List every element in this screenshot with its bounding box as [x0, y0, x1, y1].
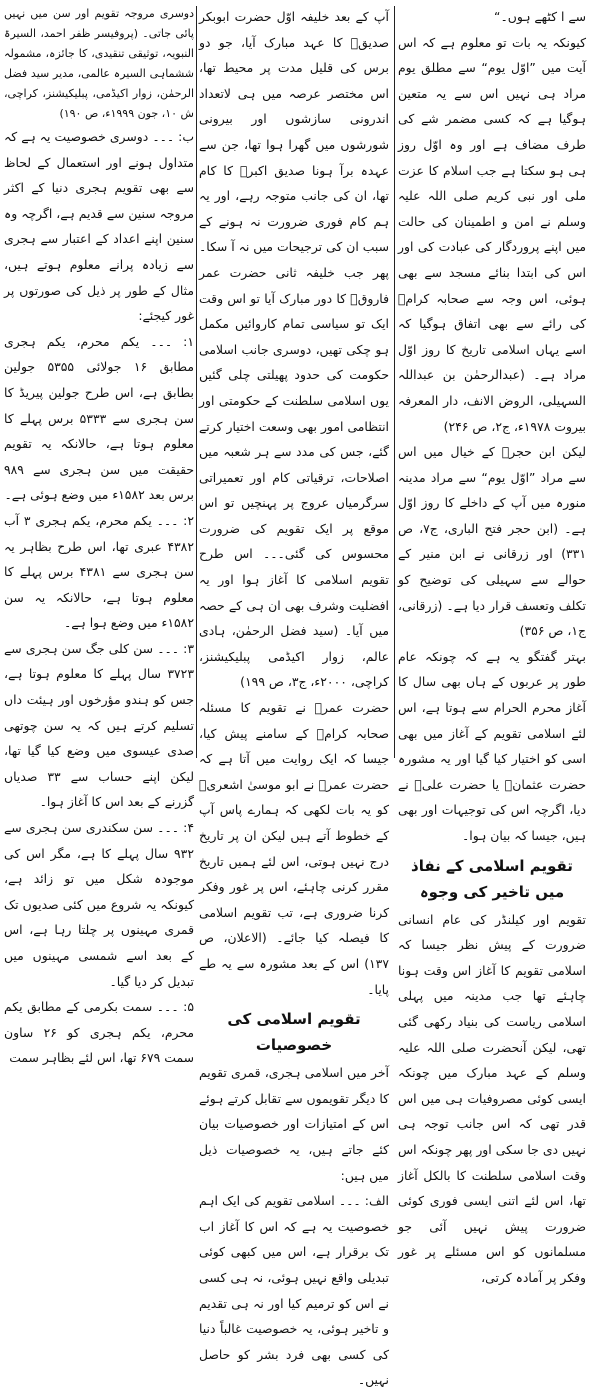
column-divider [196, 6, 197, 758]
paragraph: حضرت عمرؓ نے تقویم کا مسئلہ صحابہ کرامؓ کے سامنے پیش کیا، جیسا کہ ایک روایت میں آتا ہے کہ حضرت عمرؓ نے ابو موسیٰ اشعریؓ کو یہ بات لکھی کہ ہمارے پاس آپ کے خطوط آتے ہیں لیکن ان پر تاریخ درج نہیں ہوتی، اس لئے ہمیں تاریخ مقرر کرنی چاہئے، اس پر غور وفکر کرنا ضروری ہے، تب تقویم اسلامی کا فیصلہ کیا جائے۔ (الاعلان، ص ۱۳۷) اس کے بعد مشورہ سے یہ طے پایا۔ [199, 700, 389, 997]
paragraph: ب: ۔۔۔ دوسری خصوصیت یہ ہے کہ متداول ہونے اور استعمال کے لحاظ سے بھی تقویم ہجری دنیا کے اکثر مروجہ سنین سے قدیم ہے، اگرچہ وہ سنین اپنے اعداد کے اعتبار سے ہجری سے زیادہ پرانے معلوم ہوتے ہیں، مثال کے طور پر ذیل کی صورتوں پر غور کیجئے: [4, 129, 194, 324]
column-middle [199, 4, 389, 1388]
section-heading: تقویم اسلامی کی خصوصیات [227, 1010, 361, 1055]
paragraph: الف: ۔۔۔ اسلامی تقویم کی ایک اہم خصوصیت یہ ہے کہ اس کا آغاز اب تک برقرار ہے، اس میں کبھی کوئی تبدیلی واقع نہیں ہوئی، نہ ہی کسی نے اس کو ترمیم کیا اور نہ ہی تقدیم و تاخیر ہوئی، یہ خصوصیت غالباً دنیا کی کسی بھی فرد بشر کو حاصل نہیں۔ [199, 1193, 389, 1388]
column-divider [394, 6, 395, 758]
list-item: ۱: ۔۔۔ یکم محرم، یکم ہجری مطابق ۱۶ جولائی ۵۳۵۵ جولین بطابق ہے، اس طرح جولین پیریڈ کا سن ہجری سے ۵۳۳۳ برس پہلے کا معلوم ہوتا ہے، حالانکہ یہ تقویم حقیقت میں سن ہجری سے ۹۸۹ برس بعد ۱۵۸۲ء میں وضع ہوئی ہے۔ [4, 333, 194, 503]
section-heading: تقویم اسلامی کے نفاذ میں تاخیر کی وجوہ [411, 856, 573, 901]
paragraph: لیکن ابن حجرؒ کے خیال میں اس سے مراد ”اوّل یوم“ سے مراد مدینہ منورہ میں آپ کے داخلے کا روز اوّل ہے۔ (ابن حجر فتح الباری، ج۷، ص ۳۳۱) اور زرقانی نے ابن منیر کے حوالے سے سہیلی کی توضیح کو تکلف وتعسف قرار دیا ہے۔ (زرقانی، ج۱، ص ۳۵۶) [398, 444, 586, 639]
paragraph: کیونکہ یہ بات تو معلوم ہے کہ اس آیت میں ”اوّل یوم“ سے مطلق یوم مراد ہی نہیں اس سے یہ متعین ہوگیا ہے کہ کسی مضمر شے کی طرف مضاف ہے اور وہ اوّل روز ہی ہو سکتا ہے جب اسلام کا عزت ملی اور نبی کریم صلی اللہ علیہ وسلم نے امن و اطمینان کی حالت میں اپنے پروردگار کی عبادت کی اور اس کی ابتدا بنائے مسجد سے بھی ہوئی، اس وجہ سے صحابہ کرامؓ کی رائے سے بھی اتفاق ہوگیا کہ اسے یہاں اسلامی تاریخ کا روز اوّل مراد ہے۔ (عبدالرحمٰن بن عبداللہ السہیلی، الروض الانف، دار المعرفہ بیروت ۱۹۷۸ء، ج۲، ص ۲۴۶) [398, 34, 586, 434]
paragraph: سے ا کٹھے ہوں۔“ [494, 9, 586, 24]
list-item: ۴: ۔۔۔ سن سکندری سن ہجری سے ۹۳۲ سال پہلے کا ہے، مگر اس کی موجودہ شکل میں تو زائد ہے، کیونکہ یہ شروع میں کئی صدیوں تک قمری مہینوں پر چلتا رہا ہے، اس کے بعد اسے شمسی مہینوں میں تبدیل کر دیا گیا۔ [4, 820, 194, 989]
paragraph: آخر میں اسلامی ہجری، قمری تقویم کا دیگر تقویموں سے تقابل کرتے ہوئے اس کے امتیازات اور خصوصیات بیان کئے جاتے ہیں، یہ خصوصیات ذیل میں ہیں: [199, 1065, 389, 1183]
paragraph: آپ کے بعد خلیفہ اوّل حضرت ابوبکر صدیقؓ کا عہد مبارک آیا، جو دو برس کی قلیل مدت پر محیط تھا، اس مختصر عرصہ میں ہی لاتعداد اندرونی سازشوں اور بیرونی شورشوں میں گھرا ہوا تھا، جن سے عہدہ برآ ہونا صدیق اکبرؓ کا کام تھا، ان کی جانب متوجہ رہے، اور یہ ہم کام فوری ضرورت نہ ہونے کے سبب ان کی ترجیحات میں نہ آ سکا۔ [199, 9, 389, 255]
column-right [398, 4, 586, 1285]
paragraph: تقویم اور کیلنڈر کی عام انسانی ضرورت کے پیش نظر جیسا کہ اسلامی تقویم کا آغاز اس وقت ہونا چاہئے تھا جب مدینہ میں پہلی اسلامی ریاست کی بنیاد رکھی گئی تھی، لیکن آنحضرت صلی اللہ علیہ وسلم کے عہد مبارک میں چونکہ ایسی کوئی مصروفیات ہی میں اس قدر تھی کہ اس جانب توجہ ہی نہیں دی جا سکی اور پھر چونکہ اس وقت اسلامی سلطنت کا بالکل آغاز تھا، اس لئے اتنی ایسی فوری کوئی ضرورت پیش نہیں آئی جو مسلمانوں کو اس مسئلے پر غور وفکر پر آمادہ کرتی، [398, 911, 586, 1285]
list-item: ۵: ۔۔۔ سمت بکرمی کے مطابق یکم محرم، یکم ہجری کو ۲۶ ساون سمت ۶۷۹ تھا، اس لئے بظاہر سمت [4, 999, 194, 1066]
list-item: ۲: ۔۔۔ یکم محرم، یکم ہجری ۳ آب ۴۳۸۲ عبری تھا، اس طرح بظاہر یہ سن ہجری سے ۴۳۸۱ برس پہلے کا معلوم ہوتا ہے، حالانکہ یہ سن ۱۵۸۲ء میں وضع ہوا ہے۔ [4, 512, 195, 631]
citation: دوسری مروجہ تقویم اور سن میں نہیں پائی جاتی۔ (پروفیسر ظفر احمد، السیرۃ النبویہ، توثیقی تنقیدی، کا جائزہ، مشمولہ ششماہی السیرہ عالمی، مدیر سید فضل الرحمٰن، زوار اکیڈمی، پبلیکیشنز، کراچی، ش ۱۰، جون ۱۹۹۹ء، ص ۱۹۰) [4, 7, 194, 120]
column-left [4, 4, 195, 1066]
list-item: ۳: ۔۔۔ سن کلی جگ سن ہجری سے ۳۷۲۳ سال پہلے کا معلوم ہوتا ہے، جس کو ہندو مؤرخوں اور ہیئت داں تسلیم کرتے ہیں کہ یہ سن چوتھی صدی عیسوی میں وضع کیا گیا تھا، لیکن اپنے حساب سے ۳۳ صدیاں گزرنے کے بعد اس کا آغاز ہوا۔ [4, 640, 194, 810]
paragraph: پھر جب خلیفہ ثانی حضرت عمر فاروقؓ کا دور مبارک آیا تو اس وقت ایک تو سیاسی تمام کاروائیں مکمل ہو چکی تھیں، دوسری جانب اسلامی حکومت کی حدود پھیلتی چلی گئیں یوں اسلامی سلطنت کے حکومتی اور انتظامی امور بھی وسعت اختیار کرتے گئے، جس کی مدد سے ہر شعبہ میں اصلاحات، ترقیاتی کام اور تعمیراتی سرگرمیاں عروج پر پہنچیں تو اس موقع پر ایک تقویم کی ضرورت محسوس کی گئی۔۔۔ اس طرح تقویم اسلامی کا آغاز ہوا اور یہ افضلیت وشرف بھی ان ہی کے حصہ میں آیا۔ (سید فضل الرحمٰن، ہادی عالم، زوار اکیڈمی پبلیکیشنز، کراچی، ۲۰۰۰ء، ج۳، ص ۱۹۹) [199, 264, 389, 690]
paragraph: بہتر گفتگو یہ ہے کہ چونکہ عام طور پر عربوں کے ہاں بھی سال کا آغاز محرم الحرام سے ہوتا ہے، اس لئے اسلامی تقویم کے آغاز میں بھی اسی کو اختیار کیا گیا اور یہ مشورہ حضرت عثمانؓ یا حضرت علیؓ نے دیا، اگرچہ اس کی توجیہات اور بھی ہیں، جیسا کہ بیان ہوا۔ [398, 648, 586, 843]
